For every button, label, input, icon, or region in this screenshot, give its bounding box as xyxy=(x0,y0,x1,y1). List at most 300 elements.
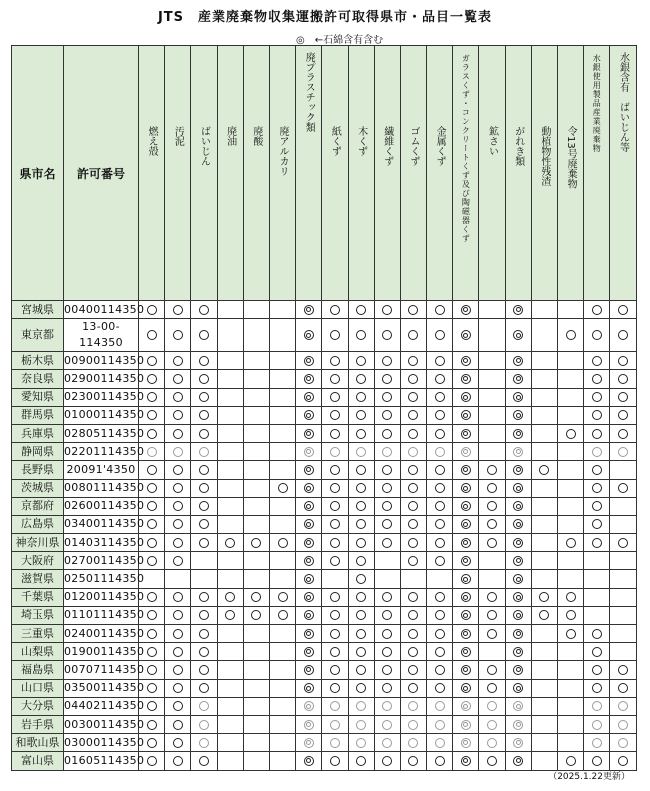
circle-mark xyxy=(173,374,183,384)
mark-cell xyxy=(296,370,322,388)
double-circle-mark xyxy=(461,720,471,730)
mark-cell xyxy=(427,301,453,319)
circle-mark xyxy=(356,592,366,602)
mark-cell xyxy=(479,661,505,679)
mark-cell xyxy=(427,752,453,770)
table-row xyxy=(12,734,637,752)
mark-cell xyxy=(165,697,191,715)
circle-mark xyxy=(487,501,497,511)
circle-mark xyxy=(382,738,392,748)
mark-cell xyxy=(479,370,505,388)
mark-cell xyxy=(479,301,505,319)
mark-cell xyxy=(269,734,295,752)
mark-cell xyxy=(269,301,295,319)
mark-cell xyxy=(400,497,426,515)
circle-mark xyxy=(173,519,183,529)
mark-cell xyxy=(243,461,269,479)
mark-cell xyxy=(296,734,322,752)
mark-cell xyxy=(453,697,479,715)
mark-cell xyxy=(348,679,374,697)
circle-mark xyxy=(173,356,183,366)
mark-cell xyxy=(165,534,191,552)
mark-cell xyxy=(374,643,400,661)
mark-cell xyxy=(584,443,610,461)
permit-number-cell: 01101114350 xyxy=(64,606,139,624)
circle-mark xyxy=(408,756,418,766)
double-circle-mark xyxy=(461,519,471,529)
mark-cell xyxy=(348,352,374,370)
mark-cell xyxy=(427,588,453,606)
circle-mark xyxy=(147,592,157,602)
mark-cell xyxy=(165,406,191,424)
mark-cell xyxy=(296,497,322,515)
double-circle-mark xyxy=(304,305,314,315)
circle-mark xyxy=(435,305,445,315)
mark-cell xyxy=(217,679,243,697)
mark-cell xyxy=(505,461,531,479)
mark-cell xyxy=(322,734,348,752)
double-circle-mark xyxy=(513,410,523,420)
header-col-8 xyxy=(348,46,374,301)
mark-cell xyxy=(269,715,295,733)
circle-mark xyxy=(199,330,209,340)
mark-cell xyxy=(191,715,217,733)
mark-cell xyxy=(584,643,610,661)
circle-mark xyxy=(618,305,628,315)
header-col-label: 水銀含有 ばいじん等 xyxy=(617,52,629,152)
double-circle-mark xyxy=(461,356,471,366)
mark-cell xyxy=(400,424,426,442)
permit-number-cell: 03000114350 xyxy=(64,734,139,752)
mark-cell xyxy=(269,497,295,515)
pref-cell: 静岡県 xyxy=(12,443,64,461)
circle-mark xyxy=(356,756,366,766)
mark-cell xyxy=(296,606,322,624)
pref-cell: 群馬県 xyxy=(12,406,64,424)
mark-cell xyxy=(400,443,426,461)
mark-cell xyxy=(165,752,191,770)
circle-mark xyxy=(330,647,340,657)
circle-mark xyxy=(199,665,209,675)
mark-cell xyxy=(269,643,295,661)
header-col-label: 廃酸 xyxy=(250,126,262,146)
circle-mark xyxy=(225,610,235,620)
circle-mark xyxy=(173,501,183,511)
mark-cell xyxy=(505,406,531,424)
mark-cell xyxy=(348,734,374,752)
circle-mark xyxy=(173,465,183,475)
circle-mark xyxy=(435,374,445,384)
header-col-label: がれき類 xyxy=(512,126,524,166)
circle-mark xyxy=(618,538,628,548)
circle-mark xyxy=(618,429,628,439)
circle-mark xyxy=(618,683,628,693)
circle-mark xyxy=(199,410,209,420)
mark-cell xyxy=(348,319,374,352)
circle-mark xyxy=(199,629,209,639)
circle-mark xyxy=(199,447,209,457)
circle-mark xyxy=(173,483,183,493)
circle-mark xyxy=(435,665,445,675)
mark-cell xyxy=(610,443,636,461)
permit-number-cell: 20091'4350 xyxy=(64,461,139,479)
circle-mark xyxy=(147,374,157,384)
circle-mark xyxy=(592,392,602,402)
mark-cell xyxy=(191,352,217,370)
pref-cell: 京都府 xyxy=(12,497,64,515)
permit-number-cell: 02400114350 xyxy=(64,625,139,643)
double-circle-mark xyxy=(513,501,523,511)
circle-mark xyxy=(330,629,340,639)
circle-mark xyxy=(408,447,418,457)
mark-cell xyxy=(191,406,217,424)
mark-cell xyxy=(322,443,348,461)
table-row xyxy=(12,715,637,733)
mark-cell xyxy=(558,515,584,533)
circle-mark xyxy=(487,665,497,675)
mark-cell xyxy=(374,461,400,479)
mark-cell xyxy=(374,715,400,733)
circle-mark xyxy=(435,392,445,402)
header-col-label: ガラスくず・コンクリートくず及び陶磁器くず xyxy=(461,54,471,243)
mark-cell xyxy=(427,625,453,643)
mark-cell xyxy=(610,406,636,424)
circle-mark xyxy=(382,447,392,457)
header-col-label: 動植物性残渣 xyxy=(538,126,550,186)
circle-mark xyxy=(382,330,392,340)
circle-mark xyxy=(566,429,576,439)
circle-mark xyxy=(408,592,418,602)
circle-mark xyxy=(278,592,288,602)
mark-cell xyxy=(374,661,400,679)
double-circle-mark xyxy=(513,465,523,475)
mark-cell xyxy=(427,406,453,424)
pref-cell: 富山県 xyxy=(12,752,64,770)
mark-cell xyxy=(269,752,295,770)
double-circle-mark xyxy=(304,701,314,711)
mark-cell xyxy=(191,461,217,479)
mark-cell xyxy=(269,661,295,679)
mark-cell xyxy=(427,552,453,570)
circle-mark xyxy=(147,683,157,693)
circle-mark xyxy=(199,720,209,730)
mark-cell xyxy=(558,697,584,715)
circle-mark xyxy=(199,647,209,657)
mark-cell xyxy=(374,734,400,752)
circle-mark xyxy=(330,483,340,493)
double-circle-mark xyxy=(513,429,523,439)
circle-mark xyxy=(330,683,340,693)
header-col-label: 鉱さい xyxy=(486,126,498,156)
pref-cell: 三重県 xyxy=(12,625,64,643)
mark-cell xyxy=(269,424,295,442)
double-circle-mark xyxy=(304,665,314,675)
mark-cell xyxy=(191,370,217,388)
circle-mark xyxy=(382,392,392,402)
mark-cell xyxy=(479,461,505,479)
header-col-label: ばいじん xyxy=(198,126,210,166)
mark-cell xyxy=(558,301,584,319)
mark-cell xyxy=(296,352,322,370)
table-row xyxy=(12,570,637,588)
circle-mark xyxy=(330,356,340,366)
circle-mark xyxy=(199,701,209,711)
circle-mark xyxy=(487,519,497,529)
mark-cell xyxy=(531,734,557,752)
mark-cell xyxy=(400,479,426,497)
mark-cell xyxy=(269,606,295,624)
mark-cell xyxy=(427,461,453,479)
circle-mark xyxy=(356,374,366,384)
permit-table xyxy=(11,45,637,771)
header-col-4 xyxy=(243,46,269,301)
mark-cell xyxy=(191,301,217,319)
mark-cell xyxy=(217,406,243,424)
mark-cell xyxy=(217,643,243,661)
mark-cell xyxy=(322,715,348,733)
mark-cell xyxy=(479,715,505,733)
circle-mark xyxy=(225,592,235,602)
pref-cell: 山口県 xyxy=(12,679,64,697)
mark-cell xyxy=(217,606,243,624)
double-circle-mark xyxy=(304,629,314,639)
circle-mark xyxy=(199,756,209,766)
mark-cell xyxy=(479,679,505,697)
mark-cell xyxy=(479,534,505,552)
table-row xyxy=(12,679,637,697)
pref-cell: 長野県 xyxy=(12,461,64,479)
pref-cell: 宮城県 xyxy=(12,301,64,319)
mark-cell xyxy=(322,319,348,352)
header-col-label: 廃プラスチック類 xyxy=(303,52,315,132)
mark-cell xyxy=(558,461,584,479)
circle-mark xyxy=(330,756,340,766)
mark-cell xyxy=(427,734,453,752)
mark-cell xyxy=(296,388,322,406)
mark-cell xyxy=(479,406,505,424)
header-col-label: 金属くず xyxy=(434,126,446,166)
mark-cell xyxy=(322,643,348,661)
circle-mark xyxy=(408,483,418,493)
table-body xyxy=(12,301,637,771)
circle-mark xyxy=(592,720,602,730)
pref-cell: 奈良県 xyxy=(12,370,64,388)
circle-mark xyxy=(199,610,209,620)
mark-cell xyxy=(165,606,191,624)
circle-mark xyxy=(147,738,157,748)
circle-mark xyxy=(408,683,418,693)
mark-cell xyxy=(191,479,217,497)
mark-cell xyxy=(505,497,531,515)
mark-cell xyxy=(322,497,348,515)
mark-cell xyxy=(269,588,295,606)
mark-cell xyxy=(531,697,557,715)
mark-cell xyxy=(505,388,531,406)
mark-cell xyxy=(584,588,610,606)
double-circle-mark xyxy=(461,629,471,639)
circle-mark xyxy=(592,629,602,639)
mark-cell xyxy=(610,497,636,515)
mark-cell xyxy=(243,752,269,770)
mark-cell xyxy=(531,625,557,643)
mark-cell xyxy=(296,715,322,733)
mark-cell xyxy=(243,319,269,352)
double-circle-mark xyxy=(461,574,471,584)
mark-cell xyxy=(558,406,584,424)
mark-cell xyxy=(217,319,243,352)
mark-cell xyxy=(479,570,505,588)
circle-mark xyxy=(330,738,340,748)
mark-cell xyxy=(191,443,217,461)
mark-cell xyxy=(191,679,217,697)
mark-cell xyxy=(479,443,505,461)
mark-cell xyxy=(191,534,217,552)
mark-cell xyxy=(348,661,374,679)
circle-mark xyxy=(356,305,366,315)
table-row xyxy=(12,424,637,442)
double-circle-mark xyxy=(513,374,523,384)
header-row xyxy=(12,46,637,301)
mark-cell xyxy=(610,715,636,733)
circle-mark xyxy=(592,519,602,529)
mark-cell xyxy=(374,570,400,588)
circle-mark xyxy=(173,410,183,420)
circle-mark xyxy=(435,756,445,766)
mark-cell xyxy=(610,479,636,497)
double-circle-mark xyxy=(513,574,523,584)
circle-mark xyxy=(330,720,340,730)
mark-cell xyxy=(322,515,348,533)
mark-cell xyxy=(453,424,479,442)
mark-cell xyxy=(558,552,584,570)
circle-mark xyxy=(592,356,602,366)
mark-cell xyxy=(610,625,636,643)
table-row xyxy=(12,588,637,606)
circle-mark xyxy=(356,429,366,439)
mark-cell xyxy=(243,661,269,679)
double-circle-mark xyxy=(513,647,523,657)
circle-mark xyxy=(487,610,497,620)
mark-cell xyxy=(165,370,191,388)
double-circle-mark xyxy=(304,720,314,730)
pref-cell: 大阪府 xyxy=(12,552,64,570)
mark-cell xyxy=(191,319,217,352)
mark-cell xyxy=(165,661,191,679)
pref-cell: 埼玉県 xyxy=(12,606,64,624)
mark-cell xyxy=(165,388,191,406)
double-circle-mark xyxy=(461,683,471,693)
mark-cell xyxy=(243,370,269,388)
circle-mark xyxy=(330,592,340,602)
update-note: （2025.1.22更新） xyxy=(548,772,630,782)
mark-cell xyxy=(531,424,557,442)
double-circle-mark xyxy=(304,538,314,548)
circle-mark xyxy=(330,501,340,511)
header-col-0 xyxy=(139,46,165,301)
mark-cell xyxy=(348,606,374,624)
mark-cell xyxy=(374,679,400,697)
circle-mark xyxy=(435,556,445,566)
circle-mark xyxy=(147,392,157,402)
header-col-label: 繊維くず xyxy=(381,126,393,166)
permit-number-cell: 00801114350 xyxy=(64,479,139,497)
mark-cell xyxy=(453,752,479,770)
mark-cell xyxy=(505,479,531,497)
circle-mark xyxy=(356,410,366,420)
circle-mark xyxy=(199,538,209,548)
mark-cell xyxy=(610,534,636,552)
table-row xyxy=(12,661,637,679)
circle-mark xyxy=(251,592,261,602)
table-row xyxy=(12,625,637,643)
mark-cell xyxy=(453,443,479,461)
legend-note: ◎ ←石綿含有含む xyxy=(296,35,384,46)
pref-cell: 滋賀県 xyxy=(12,570,64,588)
double-circle-mark xyxy=(461,483,471,493)
pref-cell: 大分県 xyxy=(12,697,64,715)
mark-cell xyxy=(531,515,557,533)
mark-cell xyxy=(322,352,348,370)
double-circle-mark xyxy=(513,665,523,675)
mark-cell xyxy=(584,534,610,552)
circle-mark xyxy=(199,501,209,511)
circle-mark xyxy=(382,519,392,529)
circle-mark xyxy=(147,305,157,315)
mark-cell xyxy=(558,625,584,643)
double-circle-mark xyxy=(304,592,314,602)
mark-cell xyxy=(296,515,322,533)
circle-mark xyxy=(408,665,418,675)
mark-cell xyxy=(322,370,348,388)
double-circle-mark xyxy=(304,356,314,366)
circle-mark xyxy=(147,519,157,529)
mark-cell xyxy=(453,352,479,370)
mark-cell xyxy=(400,552,426,570)
circle-mark xyxy=(592,429,602,439)
mark-cell xyxy=(584,606,610,624)
circle-mark xyxy=(173,629,183,639)
mark-cell xyxy=(505,715,531,733)
mark-cell xyxy=(191,606,217,624)
double-circle-mark xyxy=(461,556,471,566)
circle-mark xyxy=(147,538,157,548)
mark-cell xyxy=(531,588,557,606)
header-col-label: 廃油 xyxy=(224,126,236,146)
mark-cell xyxy=(374,424,400,442)
mark-cell xyxy=(322,388,348,406)
mark-cell xyxy=(584,424,610,442)
circle-mark xyxy=(487,629,497,639)
circle-mark xyxy=(435,465,445,475)
circle-mark xyxy=(487,701,497,711)
mark-cell xyxy=(217,570,243,588)
circle-mark xyxy=(356,330,366,340)
mark-cell xyxy=(505,661,531,679)
circle-mark xyxy=(147,330,157,340)
pref-cell: 和歌山県 xyxy=(12,734,64,752)
pref-cell: 岩手県 xyxy=(12,715,64,733)
mark-cell xyxy=(505,352,531,370)
mark-cell xyxy=(610,734,636,752)
mark-cell xyxy=(296,643,322,661)
mark-cell xyxy=(374,752,400,770)
mark-cell xyxy=(269,515,295,533)
mark-cell xyxy=(400,570,426,588)
mark-cell xyxy=(427,643,453,661)
mark-cell xyxy=(217,424,243,442)
circle-mark xyxy=(382,592,392,602)
mark-cell xyxy=(453,734,479,752)
